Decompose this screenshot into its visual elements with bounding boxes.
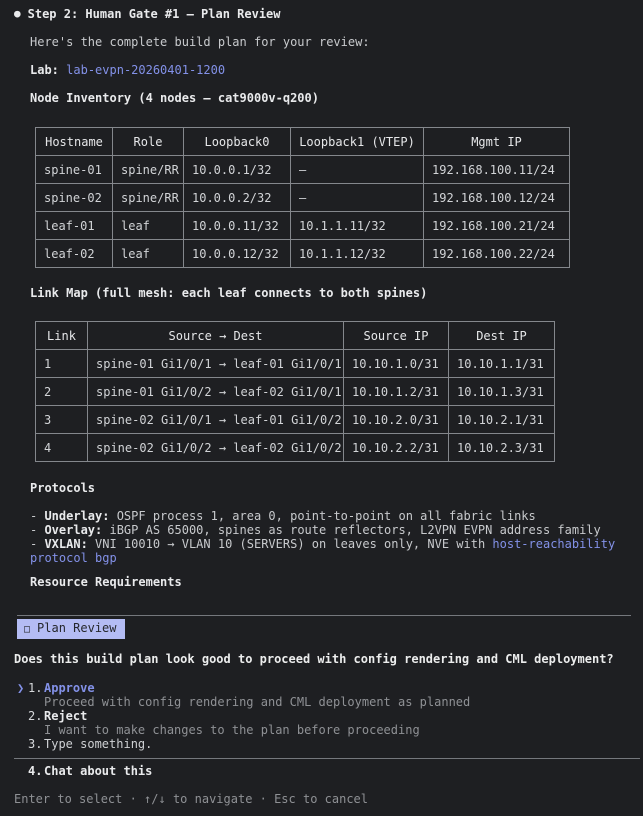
table-cell: leaf [113, 240, 184, 268]
link-map-table [35, 321, 643, 462]
table-header-cell: Loopback0 [184, 128, 291, 156]
option-description: I want to make changes to the plan before proceeding [44, 723, 420, 737]
table-cell: 10.10.1.0/31 [344, 350, 449, 378]
option-label: Chat about this [44, 764, 153, 778]
table-header-cell: Source → Dest [88, 322, 344, 350]
node-inventory-heading: Node Inventory (4 nodes — cat9000v-q200) [30, 91, 319, 105]
badge-label: Plan Review [37, 621, 117, 635]
table-header-cell: Source IP [344, 322, 449, 350]
table-cell: 10.10.2.3/31 [449, 434, 555, 462]
table-row [36, 156, 570, 184]
table-cell: spine-02 [36, 184, 113, 212]
option-chat-about-this[interactable] [28, 764, 643, 778]
table-cell: spine-01 [36, 156, 113, 184]
table-cell: spine-01 Gi1/0/1 → leaf-01 Gi1/0/1 [88, 350, 344, 378]
section-divider [14, 758, 640, 759]
gate-options [17, 681, 643, 751]
table-cell: leaf-02 [36, 240, 113, 268]
selection-arrow-icon: ❯ [17, 681, 25, 695]
table-cell: 10.1.1.11/32 [291, 212, 424, 240]
table-cell: 192.168.100.12/24 [424, 184, 570, 212]
table-cell: 10.10.1.2/31 [344, 378, 449, 406]
table-header-cell: Mgmt IP [424, 128, 570, 156]
table-cell: 192.168.100.22/24 [424, 240, 570, 268]
table-header-cell: Dest IP [449, 322, 555, 350]
intro-text: Here's the complete build plan for your review: [30, 35, 370, 49]
table-row [36, 240, 570, 268]
option-number: 3. [28, 737, 43, 751]
gate-question: Does this build plan look good to proceed with config rendering and CML deployment? [14, 652, 614, 666]
node-inventory-table [35, 127, 643, 268]
option-number: 1. [28, 681, 43, 695]
table-cell: 10.0.0.11/32 [184, 212, 291, 240]
table-cell: spine-02 Gi1/0/1 → leaf-01 Gi1/0/2 [88, 406, 344, 434]
option-number: 2. [28, 709, 43, 723]
table-header-row [36, 128, 570, 156]
step-header [14, 7, 643, 21]
step-status-icon: ● [14, 7, 21, 20]
table-header-cell: Loopback1 (VTEP) [291, 128, 424, 156]
table-cell: 10.0.0.1/32 [184, 156, 291, 184]
table-cell: spine/RR [113, 184, 184, 212]
table-row [36, 406, 555, 434]
table-cell: 10.0.0.2/32 [184, 184, 291, 212]
lab-label: Lab: [30, 63, 59, 77]
table-cell: 3 [36, 406, 88, 434]
option-label: Type something. [44, 737, 153, 751]
table-cell: – [291, 156, 424, 184]
option-type-something[interactable] [17, 737, 643, 751]
lab-line [30, 63, 643, 77]
table-row [36, 350, 555, 378]
table-row [36, 184, 570, 212]
square-icon: □ [24, 624, 31, 635]
table-row [36, 378, 555, 406]
table-cell: leaf [113, 212, 184, 240]
table-header-cell: Hostname [36, 128, 113, 156]
option-approve[interactable] [17, 681, 643, 695]
protocol-item-overlay: - Overlay: iBGP AS 65000, spines as route reflectors, L2VPN EVPN address family [30, 523, 601, 537]
section-divider [17, 615, 631, 616]
protocol-item-underlay: - Underlay: OSPF process 1, area 0, point-to-point on all fabric links [30, 509, 536, 523]
table-cell: 10.10.2.2/31 [344, 434, 449, 462]
table-row [36, 434, 555, 462]
table-cell: spine/RR [113, 156, 184, 184]
table-cell: spine-01 Gi1/0/2 → leaf-02 Gi1/0/1 [88, 378, 344, 406]
option-label: Approve [44, 681, 95, 695]
table-cell: 10.10.2.1/31 [449, 406, 555, 434]
table-cell: spine-02 Gi1/0/2 → leaf-02 Gi1/0/2 [88, 434, 344, 462]
table-cell: 10.10.2.0/31 [344, 406, 449, 434]
protocol-item-vxlan: - VXLAN: VNI 10010 → VLAN 10 (SERVERS) on leaves only, NVE with host-reachability protocol bgp [30, 537, 623, 565]
vxlan-code-snippet: host-reachability protocol bgp [30, 537, 623, 565]
table-cell: leaf-01 [36, 212, 113, 240]
option-reject[interactable] [17, 709, 643, 723]
table-cell: – [291, 184, 424, 212]
table-cell: 10.10.1.1/31 [449, 350, 555, 378]
table-cell: 2 [36, 378, 88, 406]
option-description: Proceed with config rendering and CML deployment as planned [44, 695, 471, 709]
option-label: Reject [44, 709, 88, 723]
table-header-cell: Role [113, 128, 184, 156]
table-cell: 192.168.100.21/24 [424, 212, 570, 240]
table-cell: 1 [36, 350, 88, 378]
step-title: Step 2: Human Gate #1 — Plan Review [27, 7, 281, 21]
plan-review-badge [17, 619, 125, 639]
table-cell: 10.1.1.12/32 [291, 240, 424, 268]
table-cell: 192.168.100.11/24 [424, 156, 570, 184]
table-cell: 4 [36, 434, 88, 462]
keyboard-hints: Enter to select · ↑/↓ to navigate · Esc to cancel [14, 792, 369, 806]
lab-value: lab-evpn-20260401-1200 [66, 63, 226, 77]
table-cell: 10.0.0.12/32 [184, 240, 291, 268]
link-map-heading: Link Map (full mesh: each leaf connects to both spines) [30, 286, 428, 300]
resources-heading: Resource Requirements [30, 575, 182, 589]
table-row [36, 212, 570, 240]
protocols-heading: Protocols [30, 481, 96, 495]
option-number: 4. [28, 764, 43, 778]
table-cell: 10.10.1.3/31 [449, 378, 555, 406]
table-header-cell: Link [36, 322, 88, 350]
table-header-row [36, 322, 555, 350]
